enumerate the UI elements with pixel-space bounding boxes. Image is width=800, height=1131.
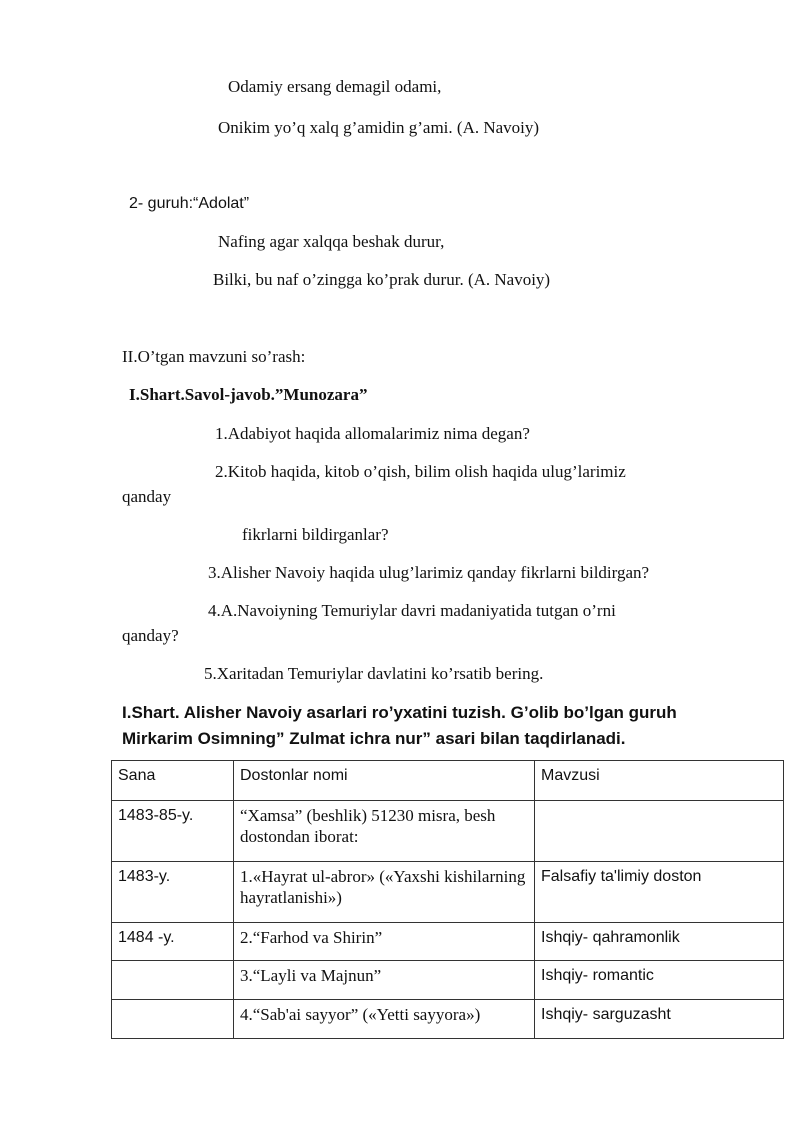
cell-date: 1484 -y. (112, 923, 234, 961)
table-header-row (112, 761, 784, 801)
question-2-part1: 2.Kitob haqida, kitob o’qish, bilim olish haqida ulug’larimiz (215, 462, 626, 481)
question-1: 1.Adabiyot haqida allomalarimiz nima degan? (215, 424, 530, 443)
cell-title: 3.“Layli va Majnun” (234, 961, 535, 1000)
group1-verse-line1: Odamiy ersang demagil odami, (228, 77, 442, 96)
condition-title: I.Shart.Savol-javob.”Munozara” (129, 385, 368, 404)
cell-title: 1.«Hayrat ul-abror» («Yaxshi kishilarning hayratlanishi») (234, 862, 535, 923)
question-3: 3.Alisher Navoiy haqida ulug’larimiz qanday fikrlarni bildirgan? (208, 563, 650, 582)
works-table (111, 760, 784, 1039)
cell-date (112, 1000, 234, 1039)
cell-date (112, 961, 234, 1000)
header-cell-theme: Mavzusi (535, 761, 784, 801)
section2-title: II.O’tgan mavzuni so’rash: (122, 347, 306, 366)
question-5: 5.Xaritadan Temuriylar davlatini ko’rsatib bering. (204, 664, 544, 683)
table-row (112, 1000, 784, 1039)
group1-verse-line2: Onikim yo’q xalq g’amidin g’ami. (A. Navoiy) (218, 118, 540, 137)
task-heading (122, 700, 762, 752)
task-heading-line2: Mirkarim Osimning” Zulmat ichra nur” asari bilan taqdirlanadi. (122, 729, 626, 748)
cell-theme: Ishqiy- romantic (535, 961, 784, 1000)
group2-verse-line2: Bilki, bu naf o’zingga ko’prak durur. (A. Navoiy) (213, 270, 551, 289)
table-row (112, 862, 784, 923)
cell-theme (535, 801, 784, 862)
cell-title: “Xamsa” (beshlik) 51230 misra, besh dostondan iborat: (234, 801, 535, 862)
cell-theme: Ishqiy- qahramonlik (535, 923, 784, 961)
task-heading-line1: I.Shart. Alisher Navoiy asarlari ro’yxatini tuzish. G’olib bo’lgan guruh (122, 703, 677, 722)
cell-title: 4.“Sab'ai sayyor” («Yetti sayyora») (234, 1000, 535, 1039)
header-cell-date: Sana (112, 761, 234, 801)
group2-verse-line1: Nafing agar xalqqa beshak durur, (218, 232, 445, 251)
cell-title: 2.“Farhod va Shirin” (234, 923, 535, 961)
cell-theme: Ishqiy- sarguzasht (535, 1000, 784, 1039)
question-2-part2: qanday (122, 487, 172, 506)
table-row (112, 961, 784, 1000)
table-row (112, 923, 784, 961)
cell-date: 1483-y. (112, 862, 234, 923)
cell-theme: Falsafiy ta'limiy doston (535, 862, 784, 923)
question-2-part3: fikrlarni bildirganlar? (242, 525, 389, 544)
question-4-part1: 4.A.Navoiyning Temuriylar davri madaniyatida tutgan o’rni (208, 601, 616, 620)
header-cell-title: Dostonlar nomi (234, 761, 535, 801)
cell-date: 1483-85-y. (112, 801, 234, 862)
group2-title: 2- guruh:“Adolat” (129, 195, 250, 212)
table-row (112, 801, 784, 862)
question-4-part2: qanday? (122, 626, 179, 645)
